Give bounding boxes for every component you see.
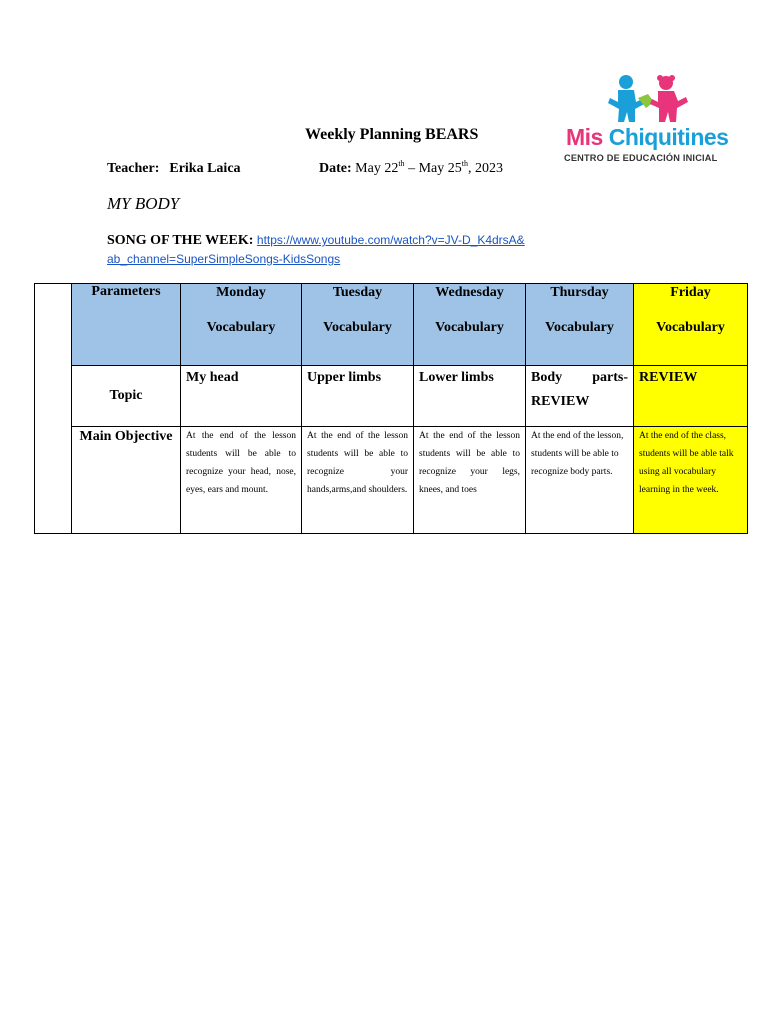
parameters-header: Parameters <box>72 284 181 366</box>
song-link[interactable]: https://www.youtube.com/watch?v=JV-D_K4drsA&ab_channel=SuperSimpleSongs-KidsSongs <box>107 233 525 266</box>
day-header-thursday: Thursday Vocabulary <box>526 284 634 366</box>
song-of-week <box>107 231 527 269</box>
date-line: Date: May 22th – May 25th, 2023 <box>319 159 503 176</box>
page-title: Weekly Planning BEARS <box>305 126 479 143</box>
objective-friday: At the end of the class, students will be able talk using all vocabulary learning in the week. <box>634 427 748 534</box>
teacher-line <box>107 161 251 177</box>
day-header-wednesday: Wednesday Vocabulary <box>414 284 526 366</box>
children-figures-icon <box>556 72 736 128</box>
topic-label: Topic <box>72 366 181 427</box>
topic-thursday: Body parts-REVIEW <box>526 366 634 427</box>
topic-friday: REVIEW <box>634 366 748 427</box>
objective-wednesday: At the end of the lesson students will be able to recognize your legs, knees, and toes <box>414 427 526 534</box>
topic-monday: My head <box>181 366 302 427</box>
logo-brand-text: Mis Chiquitines <box>566 124 729 150</box>
objective-label: Main Objective <box>72 427 181 534</box>
song-label: SONG OF THE WEEK: <box>107 233 254 248</box>
date-start: May 22 <box>355 161 399 176</box>
topic-row <box>35 366 748 427</box>
date-year: , 2023 <box>467 161 503 176</box>
date-end: May 25 <box>418 161 462 176</box>
objective-row <box>35 427 748 534</box>
date-label: Date: <box>319 161 352 176</box>
teacher-label: Teacher: <box>107 161 160 176</box>
weekly-plan-table <box>34 283 748 534</box>
topic-tuesday: Upper limbs <box>302 366 414 427</box>
theme-title: MY BODY <box>107 194 180 213</box>
teacher-name: Erika Laica <box>169 161 241 176</box>
school-logo <box>556 72 736 168</box>
topic-wednesday: Lower limbs <box>414 366 526 427</box>
day-header-friday: Friday Vocabulary <box>634 284 748 366</box>
day-header-tuesday: Tuesday Vocabulary <box>302 284 414 366</box>
margin-cell <box>35 284 72 534</box>
objective-monday: At the end of the lesson students will be able to recognize your head, nose, eyes, ears and mount. <box>181 427 302 534</box>
header-row <box>35 284 748 366</box>
objective-tuesday: At the end of the lesson students will be able to recognize your hands,arms,and shoulders. <box>302 427 414 534</box>
day-header-monday: Monday Vocabulary <box>181 284 302 366</box>
objective-thursday: At the end of the lesson, students will be able to recognize body parts. <box>526 427 634 534</box>
logo-subtitle: CENTRO DE EDUCACIÓN INICIAL <box>564 153 718 163</box>
